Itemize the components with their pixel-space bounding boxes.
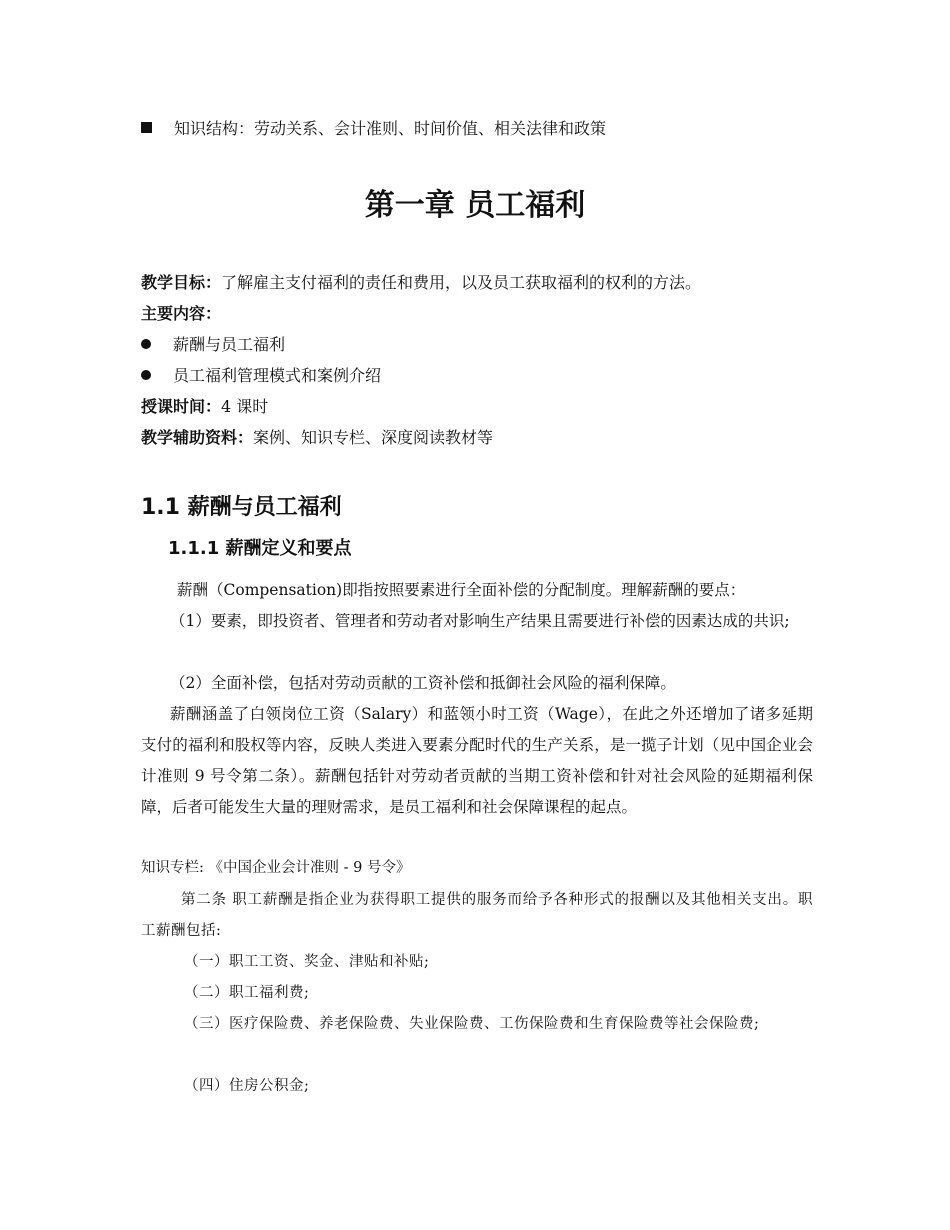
compensation-definition-paragraph: 薪酬（Compensation)即指按照要素进行全面补偿的分配制度。理解薪酬的要点： xyxy=(177,581,746,599)
section-heading: 1.1 薪酬与员工福利 xyxy=(141,495,342,520)
compensation-scope-paragraph: 薪酬涵盖了白领岗位工资（Salary）和蓝领小时工资（Wage），在此之外还增加了诸多延期支付的福利和股权等内容，反映人类进入要素分配时代的生产关系，是一揽子计划（见中国企业会计准则 9 号令第二条）。薪酬包括针对劳动者贡献的当期工资补偿和针对社会风险的延期福利保障，后者可能发生大量的理财需求，是员工福利和社会保障课程的起点。 xyxy=(141,705,813,816)
knowledge-structure-line xyxy=(141,119,606,139)
compensation-point-2: （2）全面补偿，包括对劳动贡献的工资补偿和抵御社会风险的福利保障。 xyxy=(170,674,676,692)
knowledge-box-item: （三）医疗保险费、养老保险费、失业保险费、工伤保险费和生育保险费等社会保险费; xyxy=(184,1016,760,1032)
teaching-goal-label: 教学目标： xyxy=(141,273,222,292)
chapter-title: 第一章 员工福利 xyxy=(364,188,586,223)
square-bullet-icon xyxy=(141,122,152,133)
round-bullet-icon xyxy=(141,370,151,380)
teaching-goal-line xyxy=(141,273,701,293)
main-content-label: 主要内容： xyxy=(141,304,222,323)
teaching-materials-text: 案例、知识专栏、深度阅读教材等 xyxy=(253,428,494,447)
content-item-text: 薪酬与员工福利 xyxy=(173,335,286,354)
class-hours-label: 授课时间： xyxy=(141,397,222,416)
knowledge-box-item: （二）职工福利费; xyxy=(184,985,310,1001)
knowledge-structure-text: 知识结构：劳动关系、会计准则、时间价值、相关法律和政策 xyxy=(174,119,607,138)
compensation-point-1: （1）要素，即投资者、管理者和劳动者对影响生产结果且需要进行补偿的因素达成的共识; xyxy=(170,612,790,630)
class-hours-text: 4 课时 xyxy=(221,397,269,416)
content-list-item xyxy=(141,366,381,386)
knowledge-box-item: （四）住房公积金; xyxy=(184,1078,310,1094)
content-item-text: 员工福利管理模式和案例介绍 xyxy=(173,366,382,385)
round-bullet-icon xyxy=(141,339,151,349)
subsection-heading: 1.1.1 薪酬定义和要点 xyxy=(168,538,352,559)
knowledge-box-item: （一）职工工资、奖金、津贴和补贴; xyxy=(184,954,430,970)
teaching-materials-line xyxy=(141,428,493,448)
knowledge-box-article: 第二条 职工薪酬是指企业为获得职工提供的服务而给予各种形式的报酬以及其他相关支出。职工薪酬包括: xyxy=(141,892,813,939)
teaching-materials-label: 教学辅助资料： xyxy=(141,428,254,447)
content-list-item xyxy=(141,335,285,355)
knowledge-box-label: 知识专栏: 《中国企业会计准则 - 9 号令》 xyxy=(141,860,411,876)
teaching-goal-text: 了解雇主支付福利的责任和费用，以及员工获取福利的权利的方法。 xyxy=(221,273,702,292)
class-hours-line xyxy=(141,397,268,417)
